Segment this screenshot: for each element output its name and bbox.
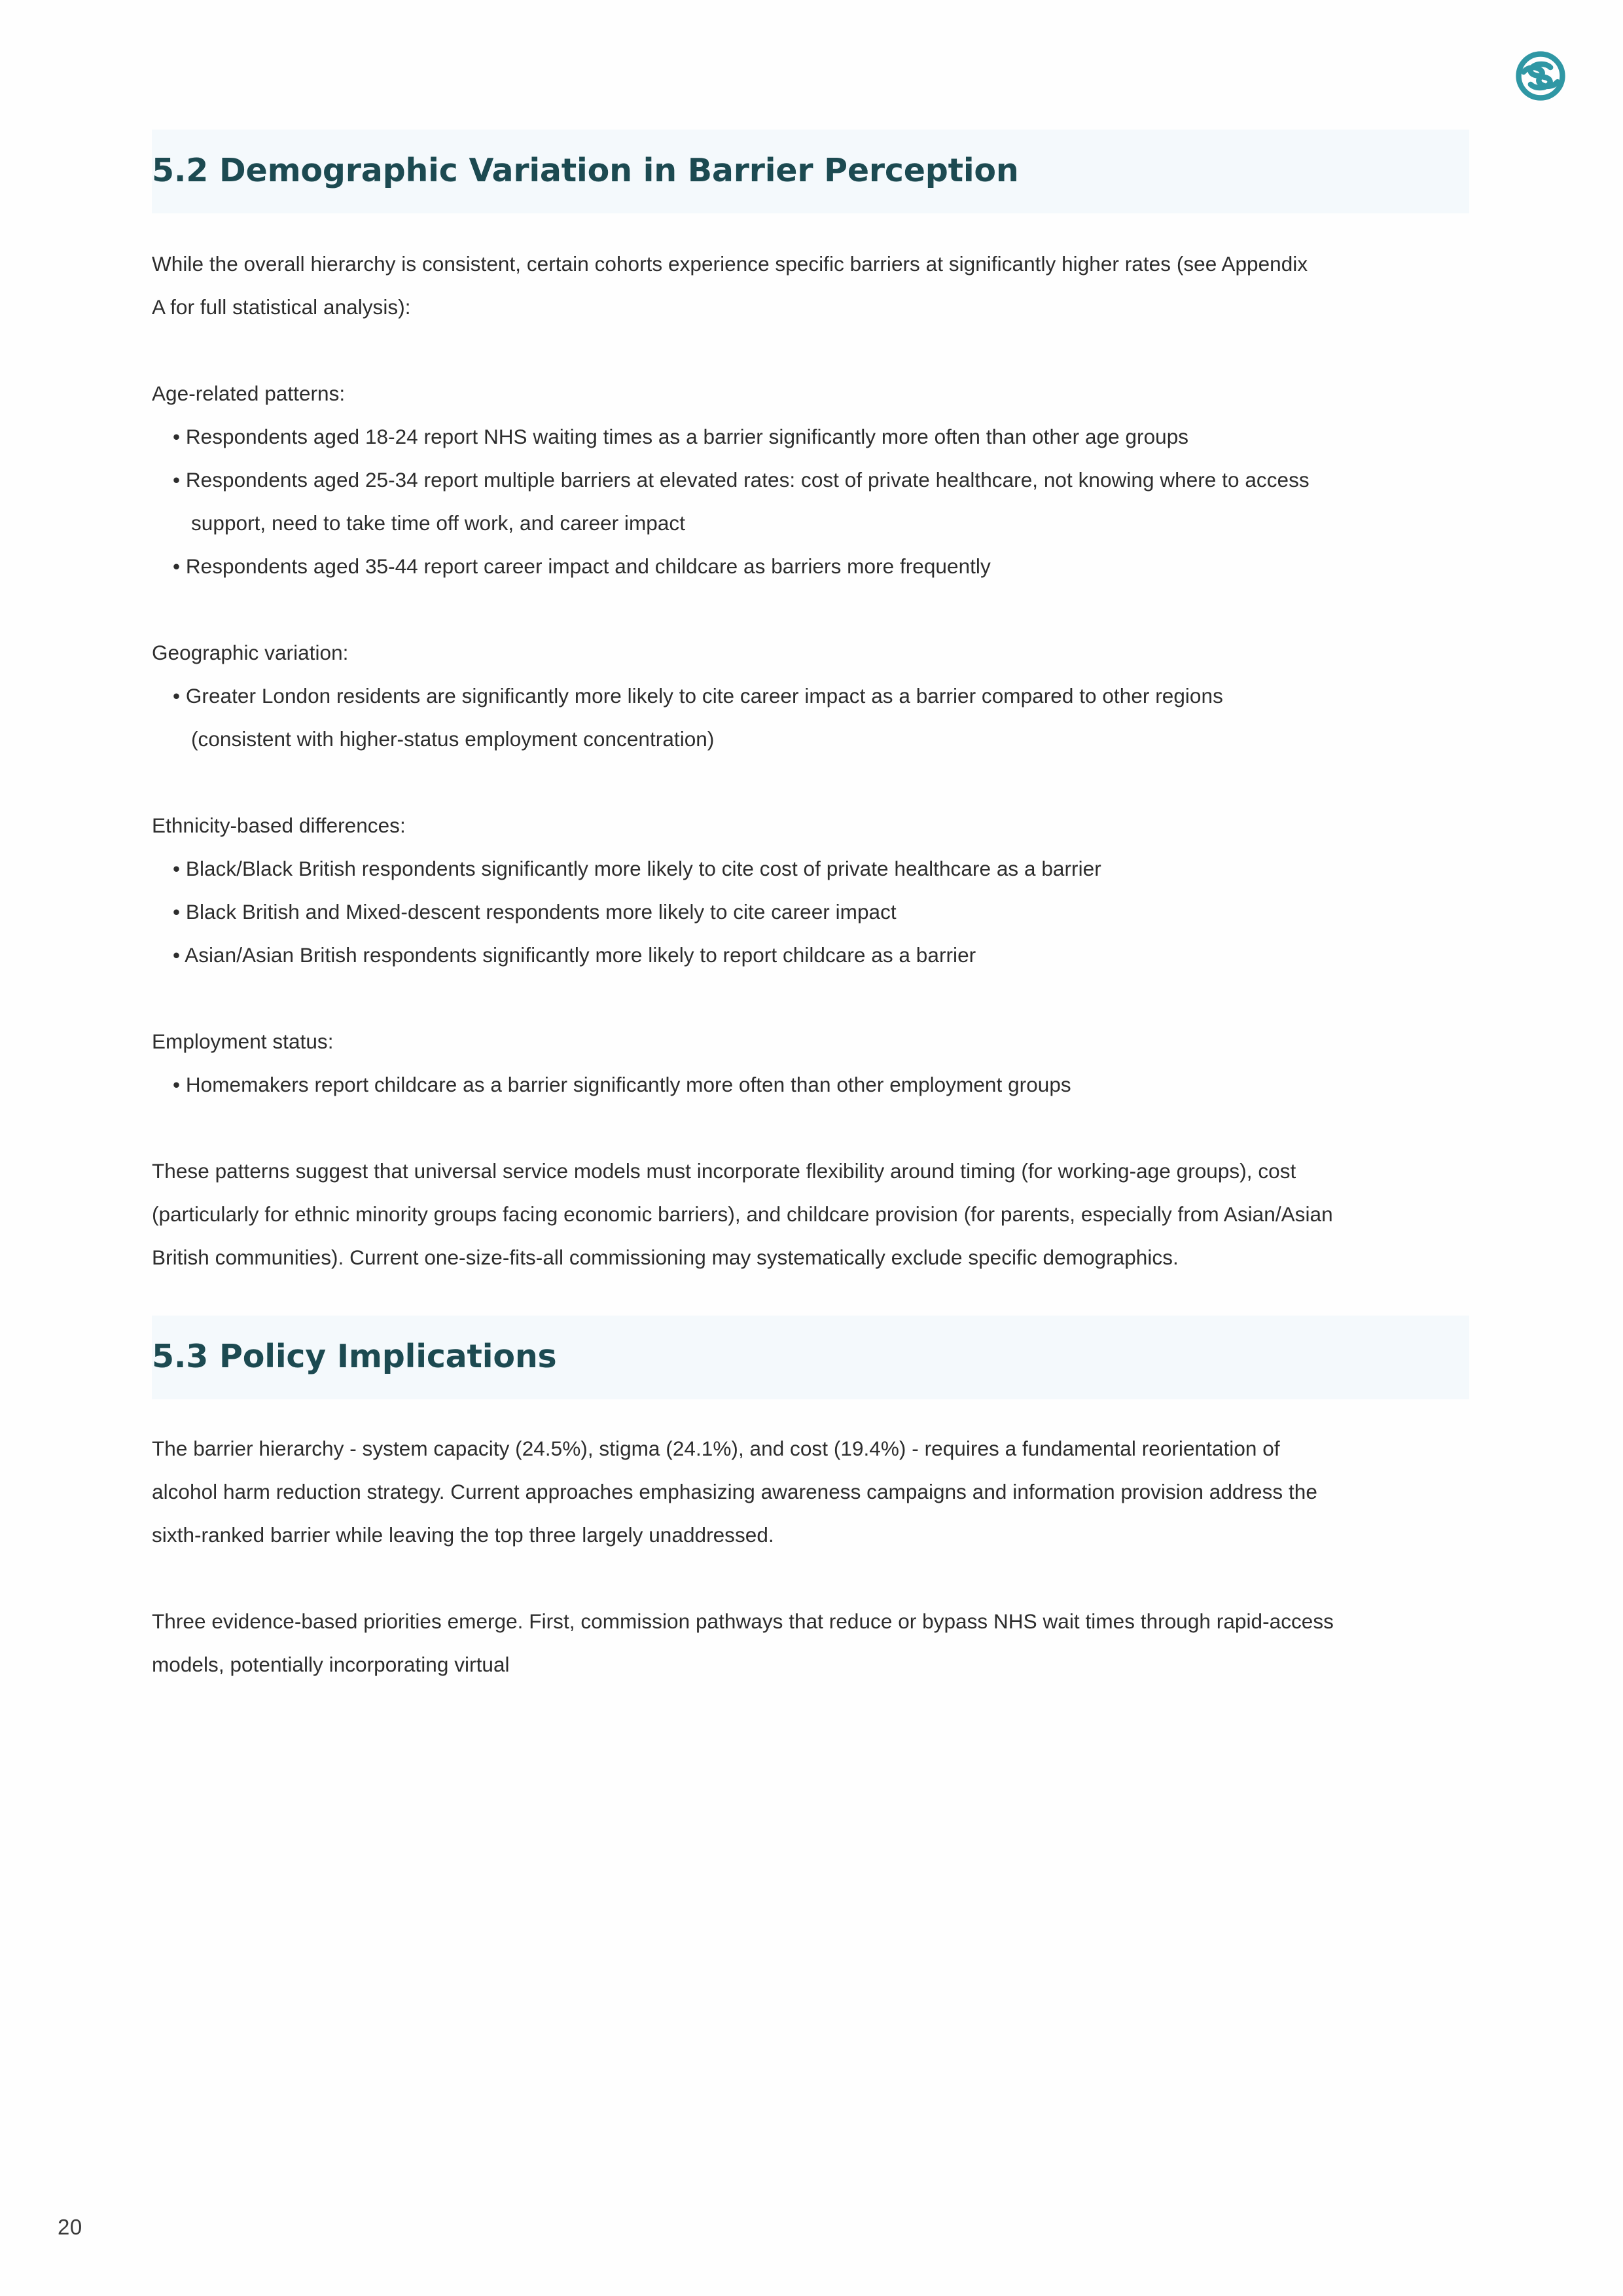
list-item: • Respondents aged 18-24 report NHS waiting times as a barrier significantly more often than other age groups <box>173 424 1189 448</box>
list-item: • Respondents aged 35-44 report career impact and childcare as barriers more frequently <box>173 554 991 578</box>
group-label-geographic: Geographic variation: <box>152 640 349 664</box>
section-heading-band-5-3 <box>152 1316 1469 1399</box>
group-label-ethnicity: Ethnicity-based differences: <box>152 813 406 837</box>
intro-paragraph: While the overall hierarchy is consistent, certain cohorts experience specific barriers at significantly higher rates (see Appendix A for full statistical analysis): <box>152 251 1308 319</box>
list-item: • Black British and Mixed-descent respondents more likely to cite career impact <box>173 899 897 924</box>
section-body-5-2 <box>152 242 1333 1279</box>
list-item: • Homemakers report childcare as a barrier significantly more often than other employment groups <box>173 1072 1071 1096</box>
policy-paragraph-2: Three evidence-based priorities emerge. First, commission pathways that reduce or bypass NHS wait times through rapid-access models, potentially incorporating virtual <box>152 1609 1334 1676</box>
bullet-list-ethnicity <box>152 847 1323 977</box>
policy-paragraph-1: The barrier hierarchy - system capacity (24.5%), stigma (24.1%), and cost (19.4%) - requires a fundamental reorientation of alcohol harm reduction strategy. Current approaches emphasizing awareness campaigns and information provision address the sixth-ranked barrier while leaving the top three largely unaddressed. <box>152 1436 1317 1547</box>
bullet-list-geographic <box>152 674 1323 761</box>
page-title: 5.2 Demographic Variation in Barrier Perception <box>152 152 1019 189</box>
page-number: 20 <box>58 2215 82 2239</box>
list-item: • Black/Black British respondents significantly more likely to cite cost of private healthcare as a barrier <box>173 856 1101 880</box>
group-label-age: Age-related patterns: <box>152 381 346 405</box>
closing-paragraph: These patterns suggest that universal service models must incorporate flexibility around timing (for working-age groups), cost (particularly for ethnic minority groups facing economic barriers), and childcare provision (for parents, especially from Asian/Asian British communities). Current one-size-fits-all commissioning may systematically exclude specific demographics. <box>152 1158 1333 1269</box>
list-item: • Respondents aged 25-34 report multiple barriers at elevated rates: cost of private healthcare, not knowing where to access support, need to take time off work, and career impact <box>173 467 1310 535</box>
paragraph-spacer <box>152 588 1323 631</box>
bullet-list-age <box>152 415 1323 588</box>
section-title-5-3: 5.3 Policy Implications <box>152 1337 557 1375</box>
paragraph-spacer <box>152 329 1323 372</box>
list-item: • Asian/Asian British respondents significantly more likely to report childcare as a barrier <box>173 942 976 967</box>
group-label-employment: Employment status: <box>152 1029 334 1053</box>
paragraph-spacer <box>152 1556 1336 1600</box>
section-body-5-3 <box>152 1427 1336 1686</box>
paragraph-spacer <box>152 1106 1323 1149</box>
paragraph-spacer <box>152 977 1323 1020</box>
list-item: • Greater London residents are significantly more likely to cite career impact as a barrier compared to other regions (consistent with higher-status employment concentration) <box>173 683 1223 751</box>
paragraph-spacer <box>152 761 1323 804</box>
bullet-list-employment <box>152 1063 1323 1106</box>
section-heading-band-5-2 <box>152 130 1469 213</box>
